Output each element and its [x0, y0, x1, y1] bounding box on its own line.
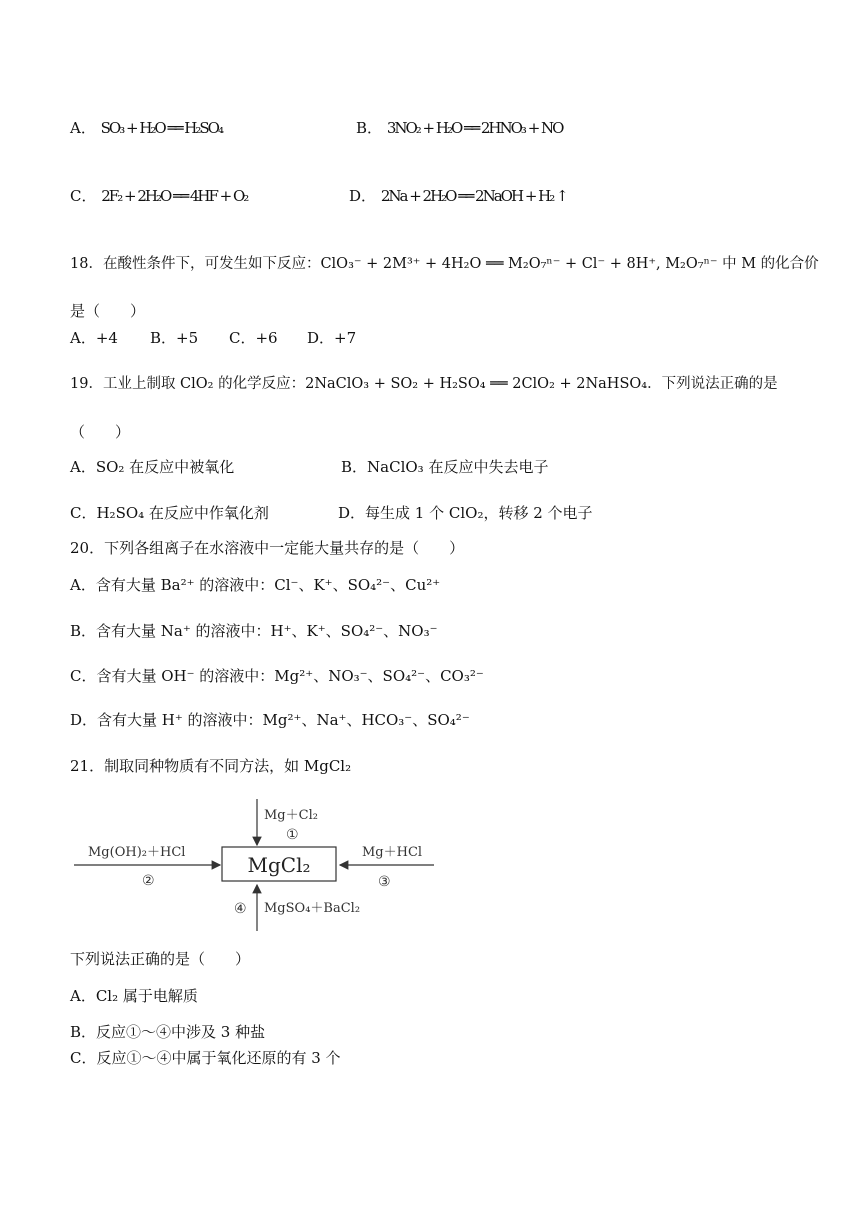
q19-option-b: B．NaClO₃ 在反应中失去电子: [341, 458, 549, 476]
q20-option-d: D．含有大量 H⁺ 的溶液中：Mg²⁺、Na⁺、HCO₃⁻、SO₄²⁻: [70, 711, 470, 729]
equation: 3NO₂ + H₂O ══ 2HNO₃ + NO: [386, 119, 563, 137]
q20-option-b: B．含有大量 Na⁺ 的溶液中：H⁺、K⁺、SO₄²⁻、NO₃⁻: [70, 622, 438, 640]
option-label: A．: [70, 119, 96, 137]
q20-option-a: A．含有大量 Ba²⁺ 的溶液中：Cl⁻、K⁺、SO₄²⁻、Cu²⁺: [70, 576, 441, 594]
q18-option-c: C．+6: [229, 329, 278, 347]
q19-option-d: D．每生成 1 个 ClO₂，转移 2 个电子: [338, 504, 593, 522]
top-number: ①: [286, 827, 299, 843]
right-reagent: Mg＋HCl: [362, 845, 423, 860]
q21-option-c: C．反应①～④中属于氧化还原的有 3 个: [70, 1049, 341, 1067]
q19-option-c: C．H₂SO₄ 在反应中作氧化剂: [70, 504, 269, 522]
q17-option-c: [70, 186, 247, 206]
q21-stem: 21．制取同种物质有不同方法，如 MgCl₂: [70, 757, 352, 775]
bottom-number: ④: [234, 901, 247, 917]
equation: SO₃ + H₂O ══ H₂SO₄: [100, 119, 222, 137]
q21-option-b: B．反应①～④中涉及 3 种盐: [70, 1023, 266, 1041]
q21-option-a: A．Cl₂ 属于电解质: [70, 987, 198, 1005]
q20-option-c: C．含有大量 OH⁻ 的溶液中：Mg²⁺、NO₃⁻、SO₄²⁻、CO₃²⁻: [70, 667, 484, 685]
q18-option-d: D．+7: [307, 329, 357, 347]
left-reagent: Mg(OH)₂＋HCl: [88, 845, 186, 860]
q20-stem: 20．下列各组离子在水溶液中一定能大量共存的是（ ）: [70, 539, 465, 557]
right-number: ③: [378, 874, 391, 890]
mgcl2-preparation-diagram: [74, 795, 444, 935]
q17-option-b: [356, 118, 562, 138]
q18-stem-line1: 18．在酸性条件下，可发生如下反应：ClO₃⁻ + 2M³⁺ + 4H₂O ══ M₂O₇ⁿ⁻ + Cl⁻ + 8H⁺, M₂O₇ⁿ⁻ 中 M 的化合价: [70, 256, 819, 272]
top-reagent: Mg＋Cl₂: [264, 808, 318, 823]
q18-option-a: A．+4: [70, 329, 118, 347]
q17-option-d: [349, 186, 567, 206]
equation: 2F₂ + 2H₂O ══ 4HF + O₂: [101, 187, 248, 205]
option-label: C．: [70, 187, 97, 205]
option-label: D．: [349, 187, 377, 205]
q21-question: 下列说法正确的是（ ）: [70, 950, 251, 968]
q19-stem-line1: 19．工业上制取 ClO₂ 的化学反应：2NaClO₃ + SO₂ + H₂SO₄ ══ 2ClO₂ + 2NaHSO₄．下列说法正确的是: [70, 376, 778, 392]
q19-option-a: A．SO₂ 在反应中被氧化: [70, 458, 235, 476]
q18-stem-line2: 是（ ）: [70, 302, 146, 320]
left-number: ②: [142, 873, 155, 889]
equation: 2Na + 2H₂O ══ 2NaOH + H₂ ↑: [380, 187, 567, 205]
q17-option-a: [70, 118, 222, 138]
bottom-reagent: MgSO₄＋BaCl₂: [264, 901, 361, 916]
center-label: MgCl₂: [247, 853, 311, 877]
q19-stem-line2: （ ）: [70, 423, 131, 441]
option-label: B．: [356, 119, 383, 137]
q18-option-b: B．+5: [150, 329, 199, 347]
